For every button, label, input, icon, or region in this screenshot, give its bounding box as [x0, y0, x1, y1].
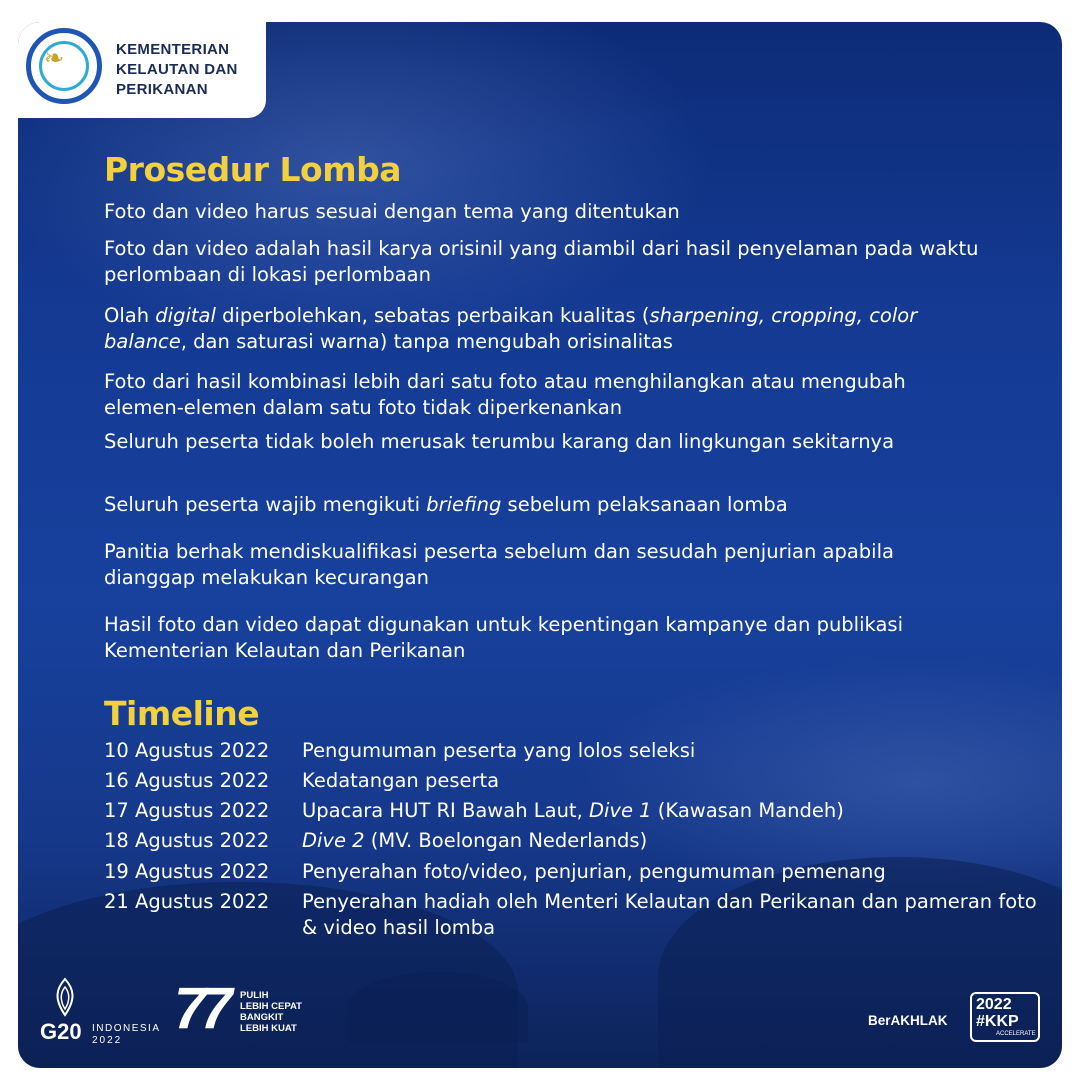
ministry-name-line: KEMENTERIAN: [116, 41, 230, 58]
prosedur-item: Foto dan video adalah hasil karya orisinil yang diambil dari hasil penyelaman pada waktu perlombaan di lokasi perlombaan: [104, 237, 979, 286]
ministry-name: [116, 40, 238, 100]
timeline-date: 10 Agustus 2022: [104, 739, 270, 762]
prosedur-item: Foto dari hasil kombinasi lebih dari satu foto atau menghilangkan atau mengubah elemen-elemen dalam satu foto tidak diperkenankan: [104, 370, 906, 419]
prosedur-item: Seluruh peserta tidak boleh merusak terumbu karang dan lingkungan sekitarnya: [104, 430, 895, 453]
g20-text: G20: [40, 1019, 82, 1044]
garuda-emblem-icon: ❧: [26, 28, 102, 104]
timeline-date: 18 Agustus 2022: [104, 829, 270, 852]
ri77-tagline-line: LEBIH KUAT: [240, 1023, 297, 1034]
ministry-name-line: KELAUTAN DAN: [116, 61, 238, 78]
timeline-event: Penyerahan foto/video, penjurian, pengumuman pemenang: [302, 860, 886, 883]
g20-emblem-icon: [48, 977, 82, 1017]
ri77-tagline: [240, 990, 302, 1034]
ri77-number: 77: [174, 976, 227, 1041]
prosedur-item: Foto dan video harus sesuai dengan tema yang ditentukan: [104, 200, 680, 223]
timeline-event: Penyerahan hadiah oleh Menteri Kelautan dan Perikanan dan pameran foto & video hasil lomba: [302, 890, 1037, 939]
ri77-tagline-line: LEBIH CEPAT: [240, 1001, 302, 1012]
kkp-sub: ACCELERATE: [996, 1031, 1036, 1037]
ministry-logo-tab: [18, 22, 266, 118]
timeline-date: 19 Agustus 2022: [104, 860, 270, 883]
kkp-year: 2022: [976, 996, 1012, 1013]
timeline-event: Pengumuman peserta yang lolos seleksi: [302, 739, 696, 762]
g20-logo: [40, 977, 190, 1047]
g20-year: 2022: [92, 1035, 123, 1046]
timeline-date: 16 Agustus 2022: [104, 769, 270, 792]
timeline-heading: Timeline: [104, 694, 260, 733]
timeline-event: Upacara HUT RI Bawah Laut, Dive 1 (Kawasan Mandeh): [302, 799, 844, 822]
timeline-event: Dive 2 (MV. Boelongan Nederlands): [302, 829, 648, 852]
poster-card: [18, 22, 1062, 1068]
g20-country: INDONESIA: [92, 1023, 161, 1034]
kkp-tag: #KKP: [976, 1013, 1019, 1030]
ri77-tagline-line: PULIH: [240, 990, 269, 1001]
berakhlak-text: BerAKHLAK: [868, 1013, 948, 1028]
ri77-tagline-line: BANGKIT: [240, 1012, 284, 1023]
prosedur-heading: Prosedur Lomba: [104, 150, 402, 189]
ministry-name-line: PERIKANAN: [116, 81, 208, 98]
prosedur-item: Olah digital diperbolehkan, sebatas perbaikan kualitas (sharpening, cropping, color balance, dan saturasi warna) tanpa mengubah orisinalitas: [104, 304, 918, 353]
ri77-logo: [174, 976, 324, 1048]
timeline-date: 21 Agustus 2022: [104, 890, 270, 913]
kkp-2022-badge: [970, 992, 1040, 1042]
island-silhouette: [348, 972, 528, 1042]
timeline-date: 17 Agustus 2022: [104, 799, 270, 822]
prosedur-item: Hasil foto dan video dapat digunakan untuk kepentingan kampanye dan publikasi Kementerian Kelautan dan Perikanan: [104, 613, 903, 662]
prosedur-item: Panitia berhak mendiskualifikasi peserta sebelum dan sesudah penjurian apabila dianggap melakukan kecurangan: [104, 540, 894, 589]
timeline-event: Kedatangan peserta: [302, 769, 500, 792]
berakhlak-logo: [868, 1007, 968, 1037]
prosedur-item: Seluruh peserta wajib mengikuti briefing sebelum pelaksanaan lomba: [104, 493, 788, 516]
